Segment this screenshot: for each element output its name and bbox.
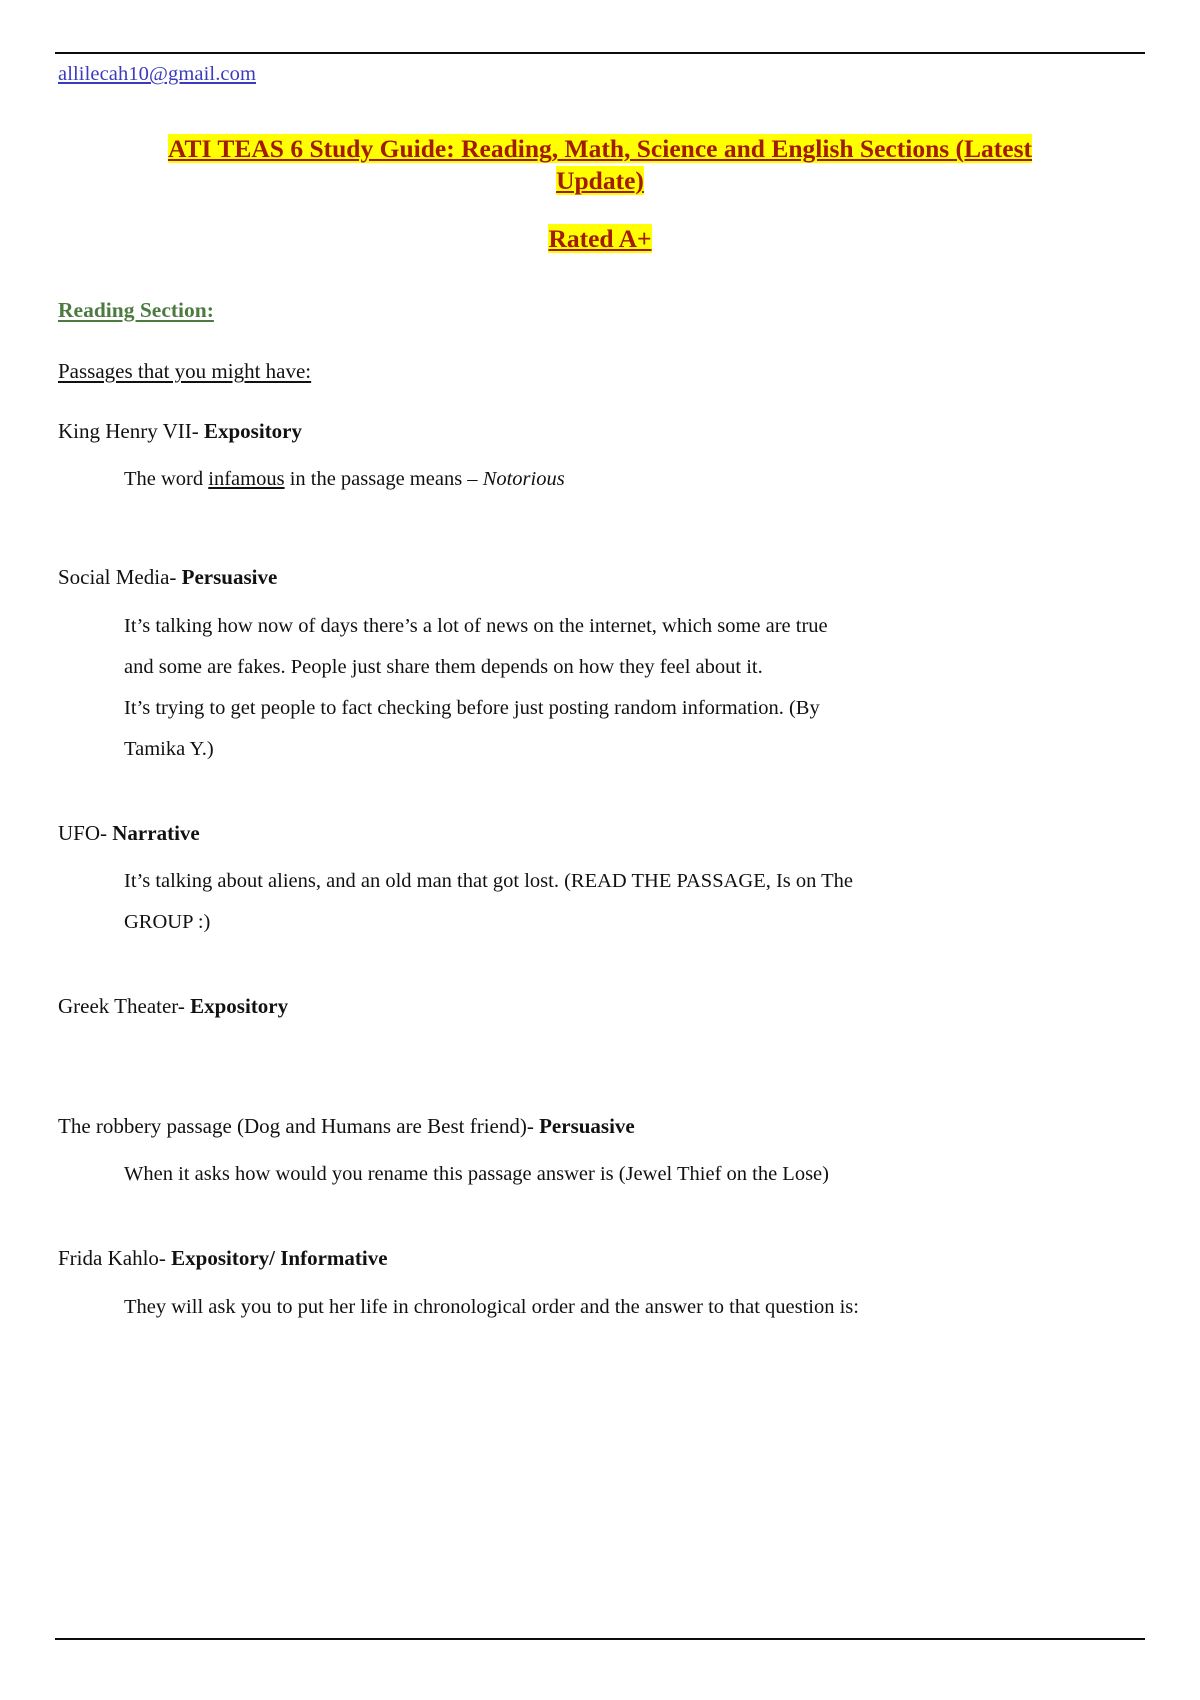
passage-name: Frida Kahlo- <box>58 1246 172 1271</box>
passage-title <box>58 991 1142 1023</box>
passage-type: Expository <box>204 418 303 443</box>
footer-rule <box>55 1638 1145 1640</box>
passage-name: The robbery passage (Dog and Humans are Best friend)- <box>58 1113 540 1138</box>
passage-body: When it asks how would you rename this passage answer is (Jewel Thief on the Lose) <box>124 1163 829 1186</box>
spacer <box>58 1195 1142 1243</box>
passage-entry <box>58 991 1142 1023</box>
passage-body-middle: in the passage means – <box>284 468 483 491</box>
passage-body <box>58 459 1142 500</box>
passage-type: Persuasive <box>539 1113 635 1138</box>
email-row <box>58 62 1142 87</box>
passage-entry <box>58 1111 1142 1196</box>
passage-body <box>58 861 1142 943</box>
sub-heading-passages: Passages that you might have: <box>58 358 312 383</box>
passage-type: Expository <box>190 994 289 1019</box>
spacer <box>58 770 1142 818</box>
passage-title <box>58 1243 1142 1275</box>
spacer <box>58 500 1142 562</box>
spacer <box>58 1035 1142 1111</box>
passage-title <box>58 562 1142 594</box>
passage-type: Persuasive <box>181 565 278 590</box>
passage-body-line: It’s talking about aliens, and an old man that got lost. (READ THE PASSAGE, Is on The <box>124 870 854 893</box>
rating-badge-text: Rated A+ <box>548 223 652 253</box>
document-content <box>58 0 1142 1328</box>
passage-name: UFO- <box>58 820 113 845</box>
section-heading-reading: Reading Section: <box>58 297 214 322</box>
passage-type: Expository/ Informative <box>171 1246 388 1271</box>
passage-body-line: and some are fakes. People just share them depends on how they feel about it. <box>124 655 763 678</box>
passage-body-underlined-term: infamous <box>208 468 285 491</box>
passage-body: They will ask you to put her life in chronological order and the answer to that question is: <box>124 1295 859 1318</box>
passage-title <box>58 1111 1142 1143</box>
passage-body-prefix: The word <box>124 468 209 491</box>
passage-body-line: Tamika Y.) <box>124 737 214 760</box>
passage-title <box>58 416 1142 448</box>
page-title-line-2: Update) <box>556 166 644 196</box>
passage-body-line: It’s talking how now of days there’s a lot of news on the internet, which some are true <box>124 614 828 637</box>
passage-name: Greek Theater- <box>58 994 191 1019</box>
passage-entry <box>58 562 1142 770</box>
passage-entry <box>58 818 1142 944</box>
passage-name: Social Media- <box>58 565 182 590</box>
rating-badge <box>58 224 1142 254</box>
email-link[interactable]: allilecah10@gmail.com <box>58 63 257 85</box>
passage-type: Narrative <box>112 820 200 845</box>
page-title-line-1: ATI TEAS 6 Study Guide: Reading, Math, Science and English Sections (Latest <box>167 133 1033 163</box>
passage-body <box>58 606 1142 770</box>
passage-entry <box>58 1243 1142 1328</box>
spacer <box>58 943 1142 991</box>
passage-name: King Henry VII- <box>58 418 204 443</box>
page-title <box>155 133 1045 198</box>
passage-body-answer: Notorious <box>482 468 565 491</box>
passage-body-line: It’s trying to get people to fact checking before just posting random information. (By <box>124 696 820 719</box>
passage-body-line: GROUP :) <box>124 911 211 934</box>
passage-title <box>58 818 1142 850</box>
passage-entry <box>58 416 1142 501</box>
